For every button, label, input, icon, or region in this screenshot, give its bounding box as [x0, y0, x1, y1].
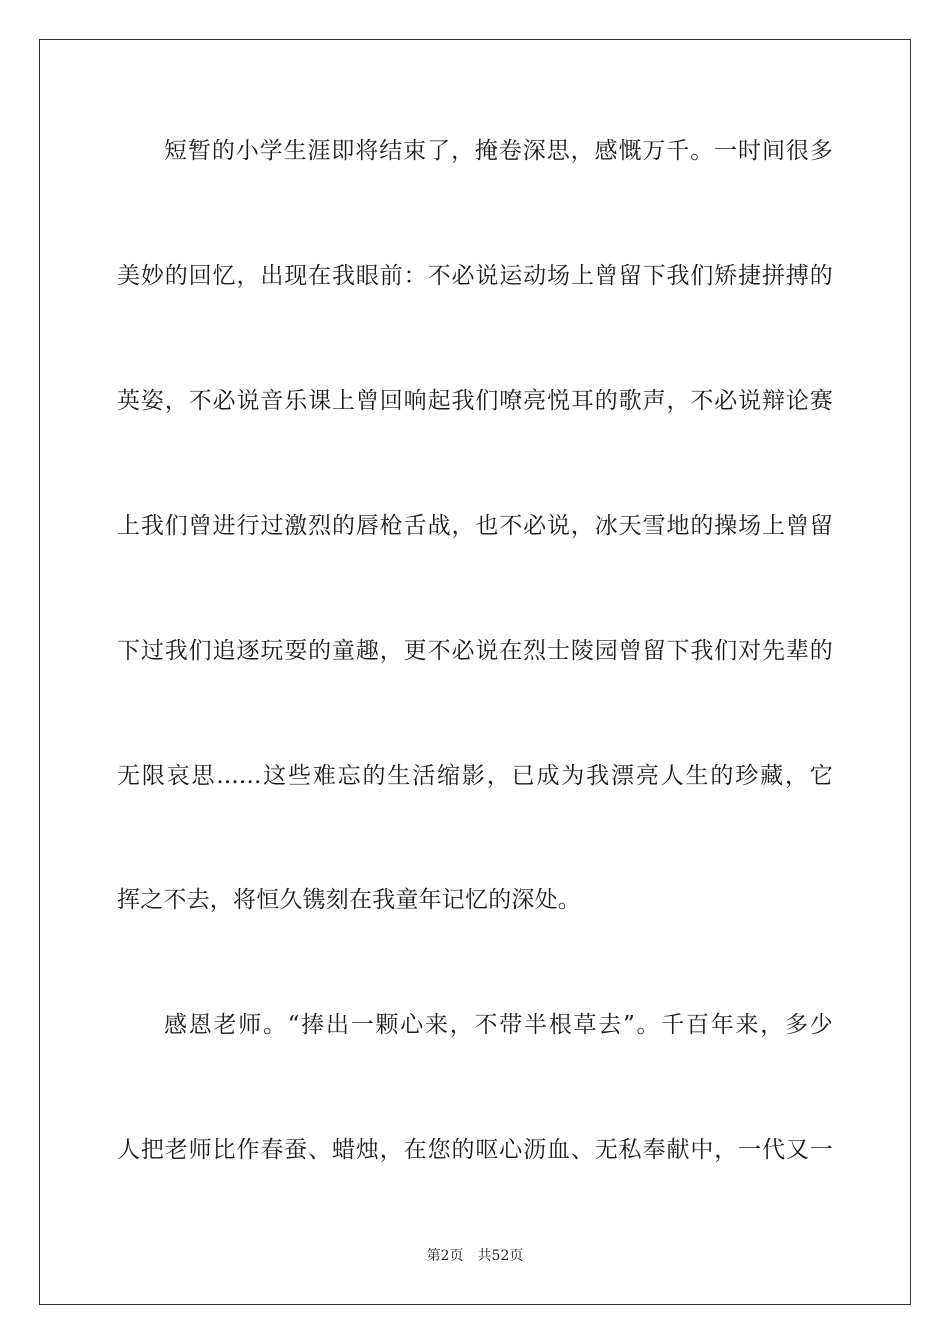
paragraph-1-line-3: 英姿，不必说音乐课上曾回响起我们嘹亮悦耳的歌声，不必说辩论赛	[117, 388, 833, 414]
page-number: 第2页	[426, 1248, 464, 1264]
paragraph-1-line-1: 短暂的小学生涯即将结束了，掩卷深思，感慨万千。一时间很多	[164, 138, 833, 164]
paragraph-2-line-1: 感恩老师。“捧出一颗心来，不带半根草去”。千百年来，多少	[164, 1012, 833, 1038]
page-footer	[0, 1247, 950, 1265]
paragraph-1-line-4: 上我们曾进行过激烈的唇枪舌战，也不必说，冰天雪地的操场上曾留	[117, 513, 833, 539]
page-total: 共52页	[477, 1248, 524, 1264]
paragraph-1-line-5: 下过我们追逐玩耍的童趣，更不必说在烈士陵园曾留下我们对先辈的	[117, 638, 833, 664]
paragraph-1-line-6: 无限哀思......这些难忘的生活缩影，已成为我漂亮人生的珍藏，它	[117, 763, 833, 789]
paragraph-2-line-2: 人把老师比作春蚕、蜡烛，在您的呕心沥血、无私奉献中，一代又一	[117, 1137, 833, 1163]
paragraph-1-line-7: 挥之不去，将恒久镌刻在我童年记忆的深处。	[117, 887, 581, 913]
paragraph-1-line-2: 美妙的回忆，出现在我眼前：不必说运动场上曾留下我们矫捷拼搏的	[117, 263, 833, 289]
page-border	[39, 39, 911, 1305]
